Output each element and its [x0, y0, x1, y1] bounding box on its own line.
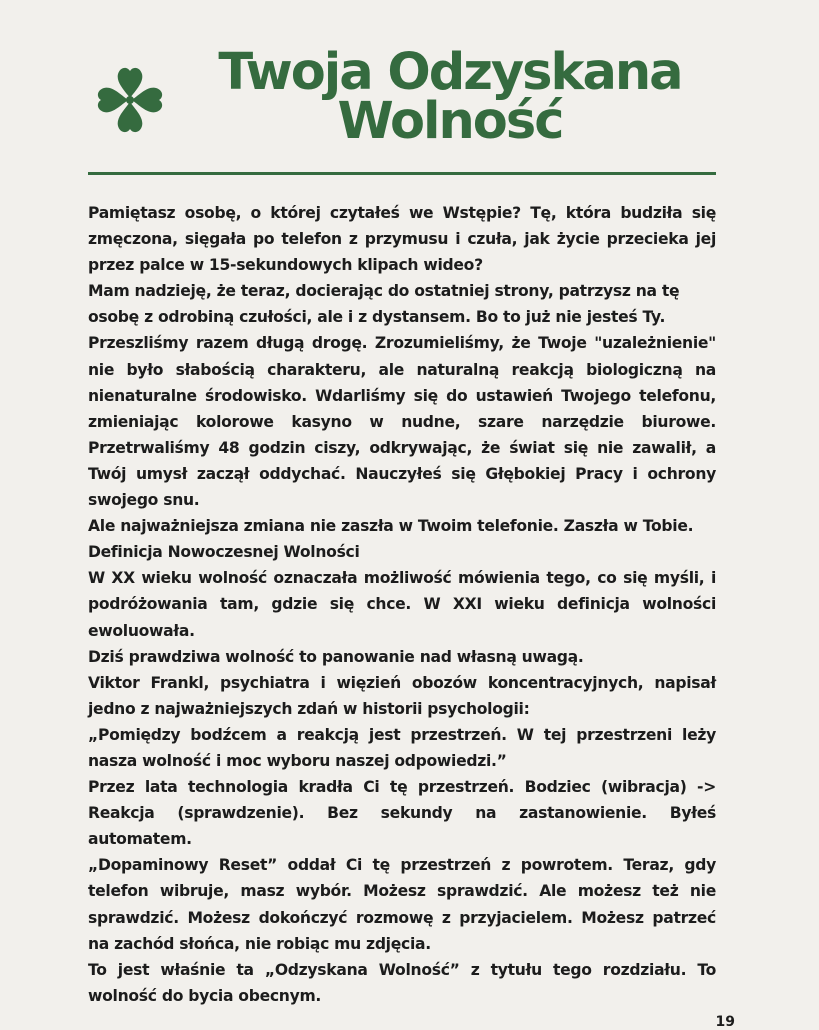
- paragraph: Pamiętasz osobę, o której czytałeś we Wstępie? Tę, która budziła się zmęczona, sięgała po telefon z przymusu i czuła, jak życie przecieka jej przez palce w 15-sekundowych klipach wideo?: [88, 204, 716, 275]
- chapter-header: [88, 43, 720, 158]
- paragraph: Mam nadzieję, że teraz, docierając do ostatniej strony, patrzysz na tę osobę z odrobiną czułości, ale i z dystansem. Bo to już nie jesteś Ty.: [88, 282, 680, 327]
- chapter-title: [180, 43, 720, 151]
- paragraph: W XX wieku wolność oznaczała możliwość mówienia tego, co się myśli, i podróżowania tam, gdzie się chce. W XXI wieku definicja wolności ewoluowała.: [88, 569, 716, 640]
- clover-icon: [94, 64, 166, 140]
- paragraph: To jest właśnie ta „Odzyskana Wolność” z tytułu tego rozdziału. To wolność do bycia obecnym.: [88, 960, 716, 1005]
- paragraph: Ale najważniejsza zmiana nie zaszła w Twoim telefonie. Zaszła w Tobie.: [88, 517, 694, 536]
- paragraph: „Dopaminowy Reset” oddał Ci tę przestrzeń z powrotem. Teraz, gdy telefon wibruje, masz wybór. Możesz sprawdzić. Ale możesz też nie sprawdzić. Możesz dokończyć rozmowę z przyjacielem. Możesz patrzeć na zachód słońca, nie robiąc mu zdjęcia.: [88, 856, 716, 953]
- title-divider: [88, 172, 716, 175]
- section-heading: Definicja Nowoczesnej Wolności: [88, 543, 360, 562]
- page-number: 19: [715, 1014, 735, 1030]
- chapter-body: [88, 200, 716, 1009]
- paragraph: Przeszliśmy razem długą drogę. Zrozumieliśmy, że Twoje "uzależnienie" nie było słabością charakteru, ale naturalną reakcją biologiczną na nienaturalne środowisko. Wdarliśmy się do ustawień Twojego telefonu, zmieniając kolorowe kasyno w nudne, szare narzędzie biurowe. Przetrwaliśmy 48 godzin ciszy, odkrywając, że świat się nie zawalił, a Twój umysł zaczął oddychać. Nauczyłeś się Głębokiej Pracy i ochrony swojego snu.: [88, 334, 716, 510]
- quote: „Pomiędzy bodźcem a reakcją jest przestrzeń. W tej przestrzeni leży nasza wolność i moc wyboru naszej odpowiedzi.”: [88, 725, 716, 770]
- paragraph: Viktor Frankl, psychiatra i więzień obozów koncentracyjnych, napisał jedno z najważniejszych zdań w historii psychologii:: [88, 673, 716, 718]
- chapter-title-line-2: Wolność: [337, 92, 563, 151]
- paragraph: Przez lata technologia kradła Ci tę przestrzeń. Bodziec (wibracja) -> Reakcja (sprawdzenie). Bez sekundy na zastanowienie. Byłeś automatem.: [88, 778, 716, 849]
- chapter-title-line-1: Twoja Odzyskana: [218, 43, 682, 102]
- paragraph: Dziś prawdziwa wolność to panowanie nad własną uwagą.: [88, 647, 584, 666]
